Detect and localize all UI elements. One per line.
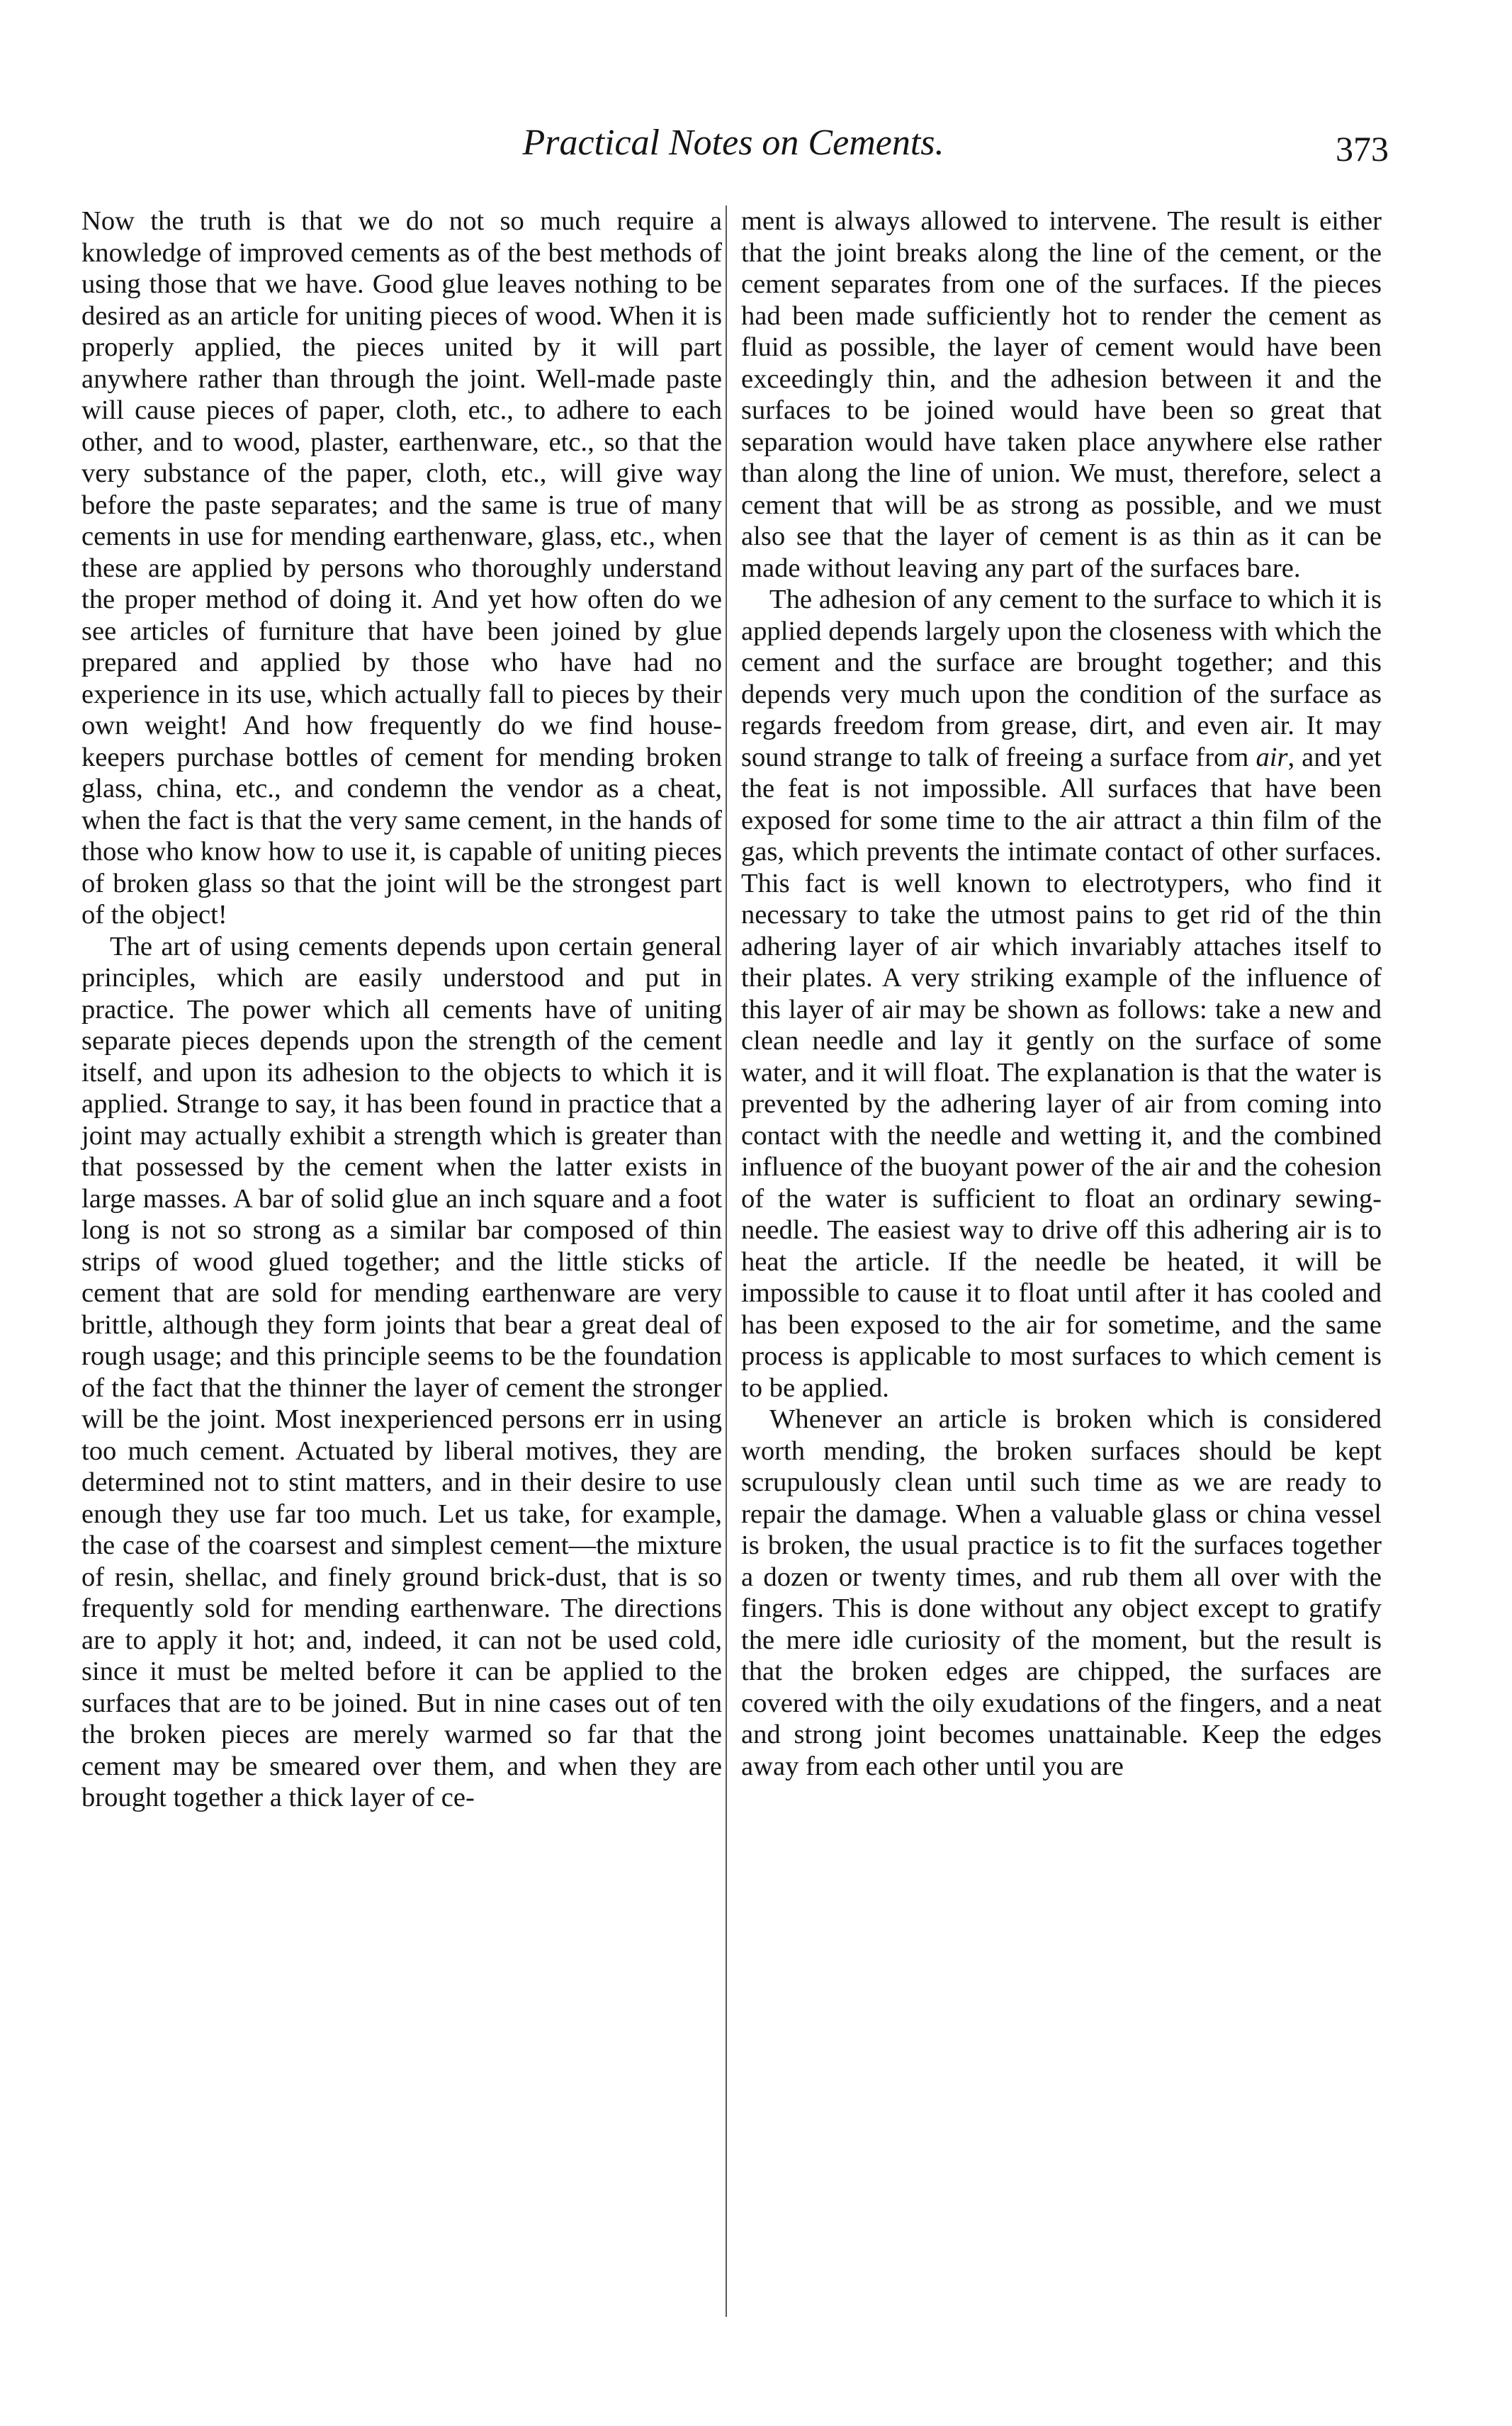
page-header (78, 122, 1389, 179)
left-column (81, 205, 722, 1814)
running-title: Practical Notes on Cements. (522, 123, 944, 163)
paragraph (741, 584, 1382, 1404)
column-divider (726, 205, 727, 2317)
italic-word: air (1256, 742, 1288, 772)
paragraph: ment is always allowed to intervene. The result is either that the joint breaks along the line of the cement, or the cement separates from one of the surfaces. If the pieces had been made sufficiently hot to render the cement as fluid as possible, the layer of cement would have been exceedingly thin, and the adhesion between it and the surfaces to be joined would have been so great that separation would have taken place anywhere else rather than along the line of union. We must, therefore, select a cement that will be as strong as possible, and we must also see that the layer of cement is as thin as it can be made without leaving any part of the surfaces bare. (741, 206, 1382, 583)
text-run: , and yet the feat is not impossible. All surfaces that have been exposed for some time to the air attract a thin film of the gas, which prevents the intimate contact of other surfaces. This fact is well known to electrotypers, who find it necessary to take the utmost pains to get rid of the thin adhering layer of air which invariably attaches itself to their plates. A very striking example of the influence of this layer of air may be shown as follows: take a new and clean needle and lay it gently on the surface of some water, and it will float. The explanation is that the water is prevented by the adhering layer of air from coming into contact with the needle and wetting it, and the combined influence of the buoyant power of the air and the cohesion of the water is sufficient to float an ordinary sewing-needle. The easiest way to drive off this adhering air is to heat the article. If the needle be heated, it will be impossible to cause it to float until after it has cooled and has been exposed to the air for sometime, and the same process is applicable to most surfaces to which cement is to be applied. (741, 742, 1382, 1403)
paragraph: Now the truth is that we do not so much require a knowledge of improved cements as of the best methods of using those that we have. Good glue leaves nothing to be desired as an article for uniting pieces of wood. When it is properly applied, the pieces united by it will part anywhere rather than through the joint. Well-made paste will cause pieces of paper, cloth, etc., to adhere to each other, and to wood, plaster, earthenware, etc., so that the very substance of the paper, cloth, etc., will give way before the paste separates; and the same is true of many cements in use for mending earthenware, glass, etc., when these are applied by persons who thoroughly understand the proper method of doing it. And yet how often do we see articles of furniture that have been joined by glue prepared and applied by those who have had no experience in its use, which actually fall to pieces by their own weight! And how frequently do we find house-keepers purchase bottles of cement for mending broken glass, china, etc., and condemn the vendor as a cheat, when the fact is that the very same cement, in the hands of those who know how to use it, is capable of uniting pieces of broken glass so that the joint will be the strongest part of the object! (81, 206, 722, 930)
paragraph: Whenever an article is broken which is considered worth mending, the broken surfaces should be kept scrupulously clean until such time as we are ready to repair the damage. When a valuable glass or china vessel is broken, the usual practice is to fit the surfaces together a dozen or twenty times, and rub them all over with the fingers. This is done without any object except to gratify the mere idle curiosity of the moment, but the result is that the broken edges are chipped, the surfaces are covered with the oily exudations of the fingers, and a neat and strong joint becomes unattainable. Keep the edges away from each other until you are (741, 1404, 1382, 1781)
right-column (741, 205, 1382, 1782)
page-number: 373 (1336, 129, 1389, 169)
paragraph: The art of using cements depends upon certain general principles, which are easily understood and put in practice. The power which all cements have of uniting separate pieces depends upon the strength of the cement itself, and upon its adhesion to the objects to which it is applied. Strange to say, it has been found in practice that a joint may actually exhibit a strength which is greater than that possessed by the cement when the latter exists in large masses. A bar of solid glue an inch square and a foot long is not so strong as a similar bar composed of thin strips of wood glued together; and the little sticks of cement that are sold for mending earthenware are very brittle, although they form joints that bear a great deal of rough usage; and this principle seems to be the foundation of the fact that the thinner the layer of cement the stronger will be the joint. Most inexperienced persons err in using too much cement. Actuated by liberal motives, they are determined not to stint matters, and in their desire to use enough they use far too much. Let us take, for example, the case of the coarsest and simplest cement—the mixture of resin, shellac, and finely ground brick-dust, that is so frequently sold for mending earthenware. The directions are to apply it hot; and, indeed, it can not be used cold, since it must be melted before it can be applied to the surfaces that are to be joined. But in nine cases out of ten the broken pieces are merely warmed so far that the cement may be smeared over them, and when they are brought together a thick layer of ce- (81, 931, 722, 1812)
text-run: The adhesion of any cement to the surface to which it is applied depends largely upon the closeness with which the cement and the surface are brought together; and this depends very much upon the condition of the surface as regards freedom from grease, dirt, and even air. It may sound strange to talk of freeing a surface from (741, 585, 1382, 772)
